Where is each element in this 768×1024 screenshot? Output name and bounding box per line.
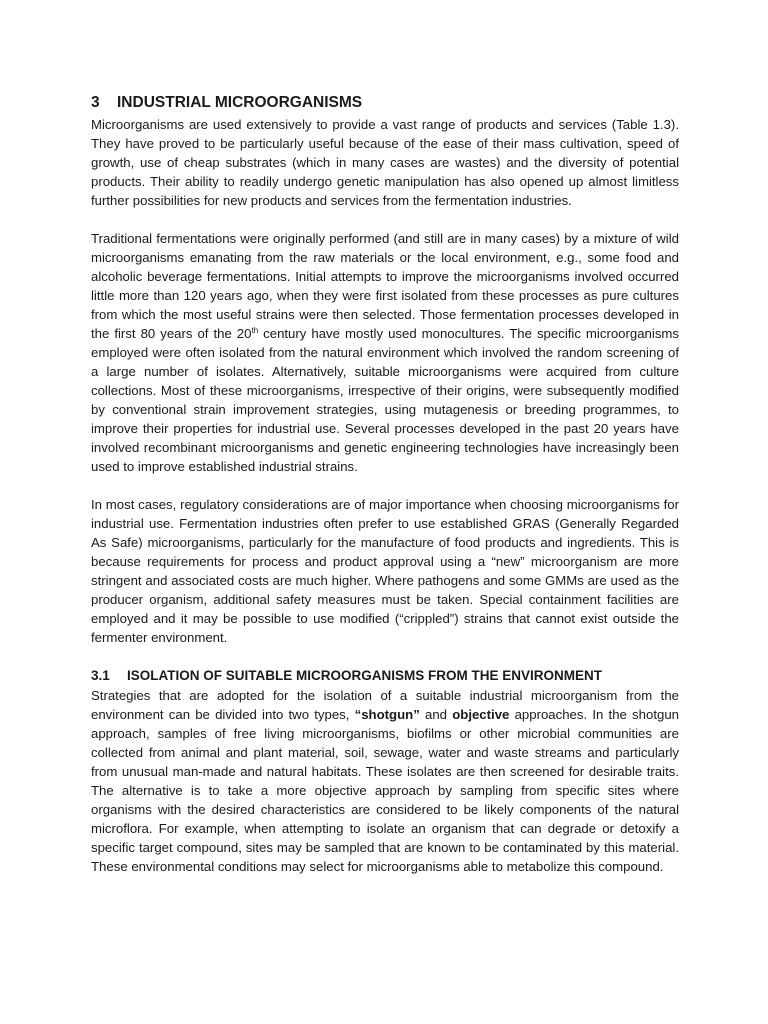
paragraph-text-a: Strategies that are adopted for the isolation of a suitable industrial microorganism from the environment can be divided into two types, bbox=[91, 688, 679, 722]
superscript-th: th bbox=[251, 326, 259, 335]
section-3-1-heading bbox=[91, 666, 679, 686]
paragraph-2-text-b: century have mostly used monocultures. The specific microorganisms employed were often isolated from the natural environment which involved the random screening of a large number of isolates. Alternatively, suitable microorganisms were acquired from culture collections. Most of these microorganisms, irrespective of their origins, were subsequently modified by conventional strain improvement strategies, using mutagenesis or breeding programmes, to improve their properties for industrial use. Several processes developed in the past 20 years have involved recombinant microorganisms and genetic engineering technologies have increasingly been used to improve established industrial strains. bbox=[91, 326, 679, 474]
paragraph-2-text-a: Traditional fermentations were originally performed (and still are in many cases) by a mixture of wild microorganisms emanating from the raw materials or the local environment, e.g., some food and alcoholic beverage fermentations. Initial attempts to improve the microorganisms involved occurred little more than 120 years ago, when they were first isolated from these processes as pure cultures from which the most useful strains were then selected. Those fermentation processes developed in the first 80 years of the 20 bbox=[91, 231, 679, 341]
section-3-number: 3 bbox=[91, 94, 100, 111]
section-3-heading bbox=[91, 93, 679, 113]
bold-term-objective: objective bbox=[452, 707, 510, 722]
bold-term-shotgun: “shotgun” bbox=[354, 707, 420, 722]
section-3-paragraph-2 bbox=[91, 229, 679, 476]
document-body bbox=[91, 93, 679, 876]
paragraph-text-c: approaches. In the shotgun approach, samples of free living microorganisms, biofilms or other microbial communities are collected from animal and plant material, soil, sewage, water and waste streams and particularly from unusual man-made and natural habitats. These isolates are then screened for desirable traits. The alternative is to take a more objective approach by sampling from specific sites where organisms with the desired characteristics are considered to be likely components of the natural microflora. For example, when attempting to isolate an organism that can degrade or detoxify a specific target compound, sites may be sampled that are known to be contaminated by this material. These environmental conditions may select for microorganisms able to metabolize this compound. bbox=[91, 707, 679, 874]
section-3-paragraph-1: Microorganisms are used extensively to provide a vast range of products and services (Table 1.3). They have proved to be particularly useful because of the ease of their mass cultivation, speed of growth, use of cheap substrates (which in many cases are wastes) and the diversity of potential products. Their ability to readily undergo genetic manipulation has also opened up almost limitless further possibilities for new products and services from the fermentation industries. bbox=[91, 117, 679, 208]
paragraph-text-and: and bbox=[419, 707, 453, 722]
section-3-1-title: ISOLATION OF SUITABLE MICROORGANISMS FROM THE ENVIRONMENT bbox=[127, 668, 602, 683]
section-3-paragraph-3: In most cases, regulatory considerations are of major importance when choosing microorganisms for industrial use. Fermentation industries often prefer to use established GRAS (Generally Regarded As Safe) microorganisms, particularly for the manufacture of food products and ingredients. This is because requirements for process and product approval using a “new” microorganism are more stringent and associated costs are much higher. Where pathogens and some GMMs are used as the producer organism, additional safety measures must be taken. Special containment facilities are employed and it may be possible to use modified (“crippled”) strains that cannot exist outside the fermenter environment. bbox=[91, 497, 679, 645]
section-3-title: INDUSTRIAL MICROORGANISMS bbox=[117, 94, 363, 111]
section-3-1-paragraph-1 bbox=[91, 686, 679, 876]
section-3-1-number: 3.1 bbox=[91, 668, 110, 683]
